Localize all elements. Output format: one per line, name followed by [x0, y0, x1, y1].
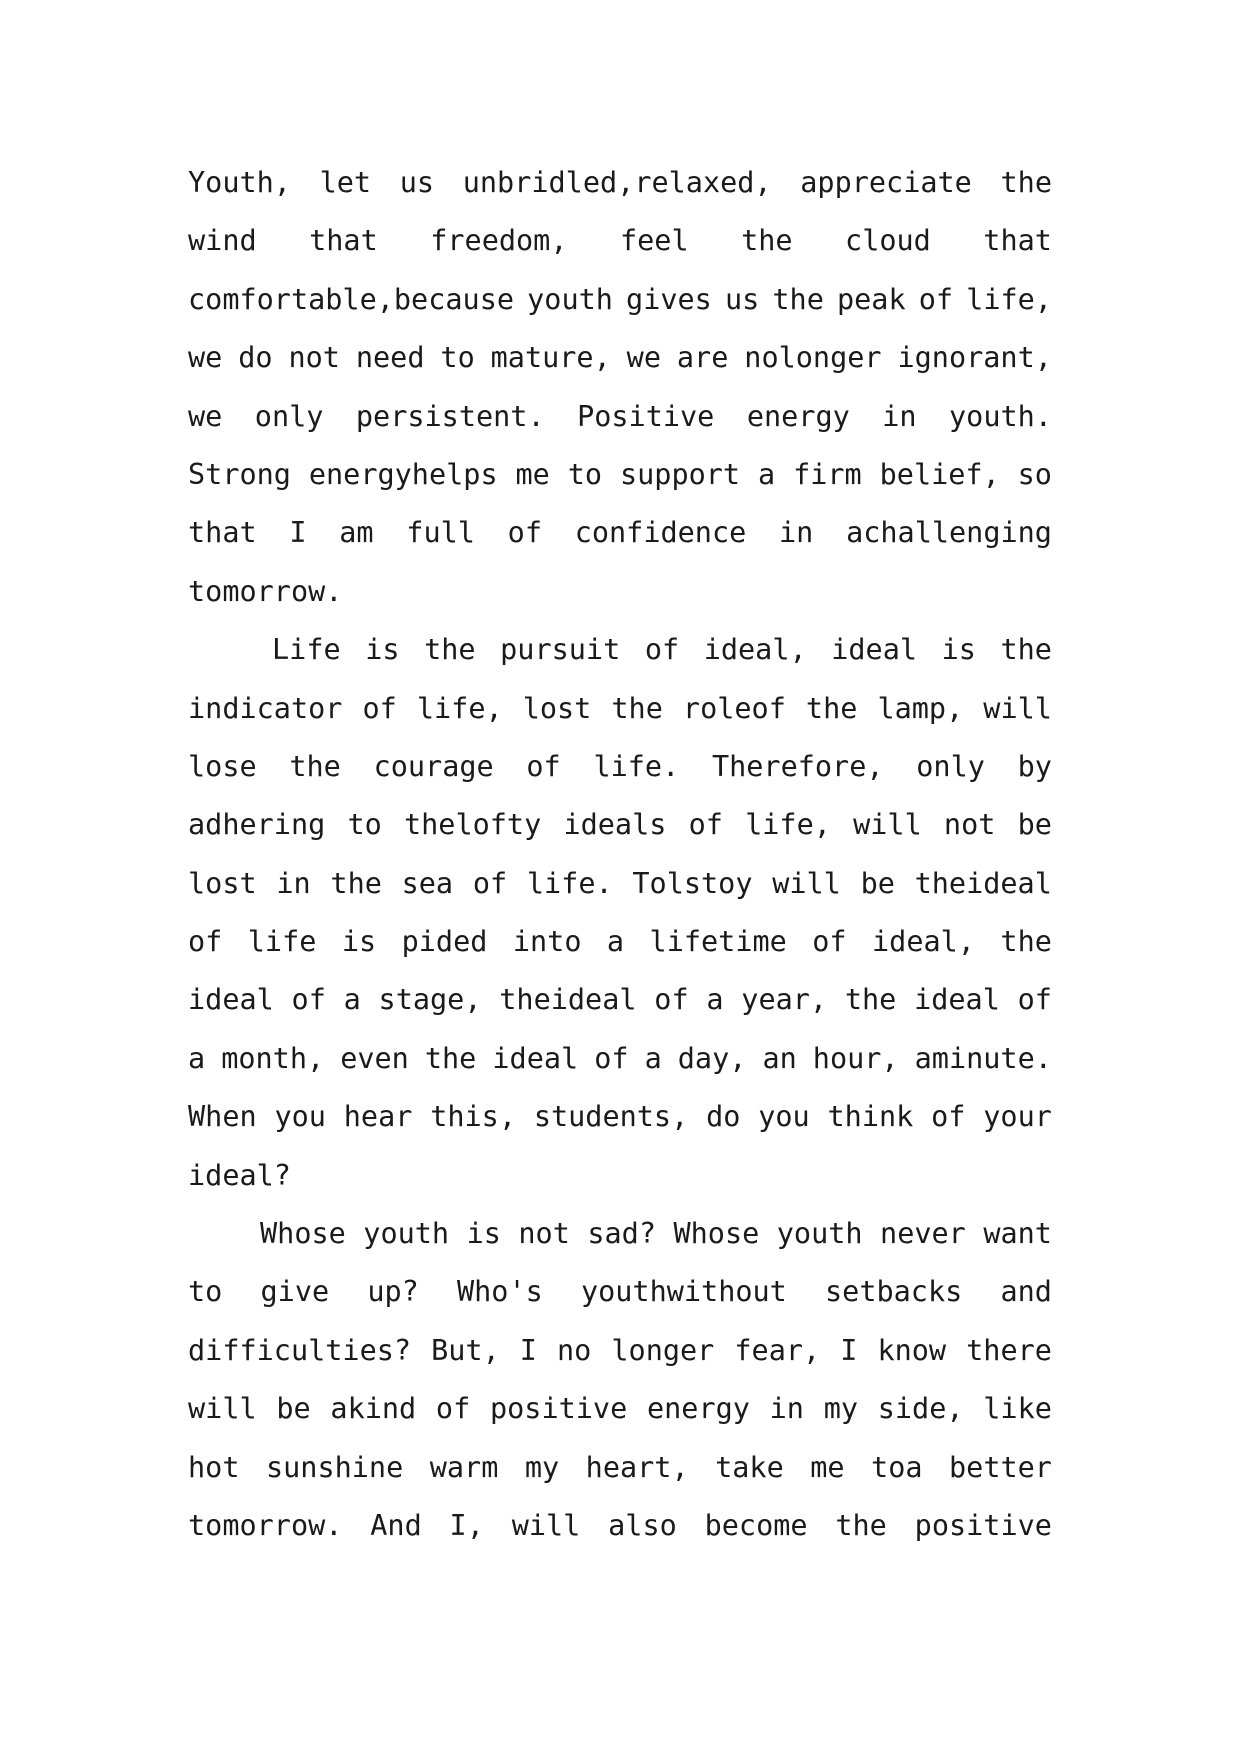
word: feel	[619, 224, 689, 258]
word: in	[779, 516, 814, 550]
word: pursuit	[500, 633, 621, 667]
word: that	[188, 516, 257, 550]
word: a	[343, 983, 361, 1017]
word: I	[840, 1333, 858, 1367]
word: of	[654, 983, 689, 1017]
word: persistent.	[355, 399, 545, 433]
word: want	[983, 1217, 1052, 1251]
word: a	[644, 1041, 662, 1075]
word: hear	[343, 1100, 413, 1134]
word: life.	[593, 749, 680, 783]
text-line	[188, 329, 1052, 387]
word: adhering	[188, 808, 326, 842]
text-line	[188, 1322, 1052, 1380]
word: full	[406, 516, 475, 550]
word: in	[882, 399, 917, 433]
word: me	[810, 1450, 845, 1484]
word: of	[812, 925, 847, 959]
word: hot	[188, 1450, 240, 1484]
text-line	[188, 796, 1052, 854]
word: fear,	[734, 1333, 821, 1367]
word: ideal,	[703, 633, 807, 667]
word: the	[424, 1041, 477, 1075]
word: up?	[367, 1275, 419, 1309]
word: belief,	[879, 457, 1000, 491]
word: ignorant,	[897, 341, 1052, 375]
word: ideal	[188, 983, 274, 1017]
paragraph-3	[188, 1205, 1052, 1555]
word: life,	[416, 691, 503, 725]
word: indicator	[188, 691, 343, 725]
word: of	[931, 1100, 966, 1134]
word: better	[949, 1450, 1052, 1484]
word: to	[347, 808, 382, 842]
text-line	[188, 621, 1052, 679]
word: students,	[533, 1100, 689, 1134]
word: will	[983, 691, 1052, 725]
word: the	[289, 749, 341, 783]
word: appreciate	[800, 166, 972, 199]
word: there	[966, 1333, 1052, 1367]
text-line	[188, 154, 1052, 212]
word: When	[188, 1100, 257, 1134]
word: the	[741, 224, 793, 258]
word: sad?	[587, 1217, 656, 1251]
word: positive	[914, 1508, 1052, 1542]
word: pided	[401, 925, 488, 959]
word: cloud	[845, 224, 931, 258]
word: only	[254, 399, 324, 433]
word: energy	[646, 1392, 750, 1426]
word: in	[276, 866, 311, 900]
word: the	[1000, 633, 1052, 667]
word: will	[188, 1392, 257, 1426]
word: ideals	[563, 808, 667, 842]
word: us	[724, 282, 760, 316]
word: year,	[741, 983, 828, 1017]
word: of	[526, 749, 561, 783]
word: longer	[611, 1333, 715, 1367]
word: like	[983, 1392, 1052, 1426]
text-line	[188, 1263, 1052, 1321]
text-line	[188, 1439, 1052, 1497]
word: theideal	[914, 866, 1052, 900]
word: so	[1017, 457, 1052, 491]
word: will	[511, 1508, 581, 1542]
word: Whose	[260, 1217, 346, 1251]
word: setbacks	[825, 1275, 963, 1309]
word: sea	[401, 866, 454, 900]
word: warm	[429, 1450, 499, 1484]
word: day,	[677, 1041, 747, 1075]
word: energyhelps	[308, 457, 498, 491]
word: be	[1017, 808, 1052, 842]
word: positive	[489, 1392, 628, 1426]
word: confidence	[574, 516, 747, 550]
word: of	[362, 691, 397, 725]
word: to	[567, 457, 603, 491]
word: of	[918, 282, 954, 316]
word: me	[515, 457, 550, 491]
word: heart,	[585, 1450, 689, 1484]
word: Positive	[577, 399, 715, 433]
word: toa	[871, 1450, 923, 1484]
text-line	[188, 1380, 1052, 1438]
word: lost	[522, 691, 592, 725]
word: of	[688, 808, 723, 842]
word: we	[188, 341, 223, 375]
word: let	[319, 166, 372, 199]
word: hour,	[812, 1041, 899, 1075]
word: will	[772, 866, 841, 900]
word: do	[238, 341, 273, 375]
word: akind	[330, 1392, 417, 1426]
word: the	[1000, 925, 1052, 959]
word: of	[291, 983, 326, 1017]
word: comfortable,because	[188, 282, 515, 316]
text-line	[188, 738, 1052, 796]
text-line	[188, 913, 1052, 971]
word: the	[1000, 166, 1052, 199]
word: your	[983, 1100, 1052, 1134]
word: ideal,	[872, 925, 975, 959]
word: freedom,	[430, 224, 568, 258]
word: us	[399, 166, 435, 199]
word: lamp,	[877, 691, 964, 725]
word: nolonger	[744, 341, 882, 375]
body-text	[188, 154, 1052, 1555]
word: will	[853, 808, 922, 842]
word: no	[557, 1333, 592, 1367]
word: my	[524, 1450, 560, 1484]
word: tomorrow.	[188, 1508, 343, 1542]
word: youth	[527, 282, 613, 316]
word: stage,	[378, 983, 482, 1017]
word: an	[762, 1041, 797, 1075]
word: not	[518, 1217, 570, 1251]
word: a	[606, 925, 625, 959]
word: is	[941, 633, 976, 667]
word: need	[355, 341, 425, 375]
word: even	[340, 1041, 409, 1075]
text-line: tomorrow.	[188, 574, 343, 608]
word: the	[424, 633, 476, 667]
text-line	[188, 1205, 1052, 1263]
word: into	[512, 925, 582, 959]
text-line	[188, 212, 1052, 270]
word: gives	[626, 282, 712, 316]
word: youth.	[949, 399, 1052, 433]
word: are	[676, 341, 729, 375]
word: is	[365, 633, 400, 667]
word: I	[289, 516, 307, 550]
word: not	[288, 341, 340, 375]
word: is	[341, 925, 377, 959]
word: sunshine	[265, 1450, 404, 1484]
word: the	[772, 282, 824, 316]
word: roleof	[682, 691, 786, 725]
word: be	[276, 1392, 311, 1426]
word: achallenging	[846, 516, 1052, 550]
word: not	[943, 808, 996, 842]
word: the	[611, 691, 663, 725]
word: theideal	[499, 983, 637, 1017]
word: ideal	[914, 983, 1000, 1017]
word: Life	[272, 633, 341, 667]
word: of	[594, 1041, 629, 1075]
word: Who's	[456, 1275, 543, 1309]
word: Whose	[673, 1217, 760, 1251]
word: support	[619, 457, 741, 491]
word: is	[466, 1217, 501, 1251]
word: think	[827, 1100, 914, 1134]
text-line	[188, 271, 1052, 329]
word: I,	[449, 1508, 484, 1542]
word: we	[626, 341, 661, 375]
word: But,	[431, 1333, 500, 1367]
word: youth	[776, 1217, 863, 1251]
word: and	[1000, 1275, 1052, 1309]
word: Strong	[188, 457, 291, 491]
word: lost	[188, 866, 257, 900]
text-line: ideal?	[188, 1158, 291, 1192]
word: the	[835, 1508, 887, 1542]
word: only	[916, 749, 985, 783]
word: peak	[836, 282, 906, 316]
text-line	[188, 855, 1052, 913]
word: life.	[526, 866, 613, 900]
word: the	[844, 983, 897, 1017]
word: also	[608, 1508, 677, 1542]
word: lose	[188, 749, 257, 783]
text-line	[188, 1088, 1052, 1146]
word: difficulties?	[188, 1333, 412, 1367]
text-line	[188, 504, 1052, 562]
paragraph-2	[188, 621, 1052, 1205]
word: am	[339, 516, 374, 550]
word: month,	[221, 1041, 325, 1075]
word: ideal	[831, 633, 918, 667]
text-line	[188, 680, 1052, 738]
word: life,	[966, 282, 1052, 316]
word: that	[983, 224, 1052, 258]
word: of	[507, 516, 542, 550]
paragraph-1	[188, 154, 1052, 621]
word: become	[704, 1508, 808, 1542]
word: of	[472, 866, 508, 900]
word: take	[715, 1450, 784, 1484]
word: of	[1017, 983, 1052, 1017]
word: to	[188, 1275, 223, 1309]
word: never	[880, 1217, 966, 1251]
word: give	[260, 1275, 330, 1309]
word: to	[440, 341, 475, 375]
word: the	[330, 866, 382, 900]
word: this,	[430, 1100, 516, 1134]
word: life	[247, 925, 317, 959]
word: unbridled,relaxed,	[462, 166, 772, 199]
text-line	[188, 1497, 1052, 1555]
word: lifetime	[649, 925, 787, 959]
word: ideal	[492, 1041, 579, 1075]
word: life,	[745, 808, 831, 842]
word: aminute.	[914, 1041, 1052, 1075]
word: a	[758, 457, 776, 491]
word: you	[274, 1100, 326, 1134]
word: Tolstoy	[632, 866, 753, 900]
word: thelofty	[403, 808, 542, 842]
word: you	[758, 1100, 810, 1134]
word: side,	[877, 1392, 964, 1426]
word: that	[309, 224, 378, 258]
word: of	[435, 1392, 471, 1426]
word: my	[823, 1392, 859, 1426]
word: a	[188, 1041, 206, 1075]
word: youthwithout	[580, 1275, 787, 1309]
word: And	[370, 1508, 422, 1542]
word: do	[706, 1100, 741, 1134]
word: youth	[363, 1217, 450, 1251]
word: energy	[746, 399, 850, 433]
word: a	[706, 983, 724, 1017]
word: Youth,	[188, 166, 291, 199]
word: wind	[188, 224, 257, 258]
word: mature,	[490, 341, 611, 375]
word: of	[644, 633, 680, 667]
word: the	[805, 691, 858, 725]
word: firm	[793, 457, 862, 491]
word: be	[860, 866, 895, 900]
text-line	[188, 446, 1052, 504]
word: of	[188, 925, 223, 959]
word: Therefore,	[711, 749, 884, 783]
word: courage	[373, 749, 494, 783]
text-line	[188, 1030, 1052, 1088]
word: in	[769, 1392, 804, 1426]
word: know	[877, 1333, 947, 1367]
text-line	[188, 971, 1052, 1029]
word: by	[1017, 749, 1052, 783]
text-line	[188, 388, 1052, 446]
word: we	[188, 399, 223, 433]
word: I	[519, 1333, 537, 1367]
